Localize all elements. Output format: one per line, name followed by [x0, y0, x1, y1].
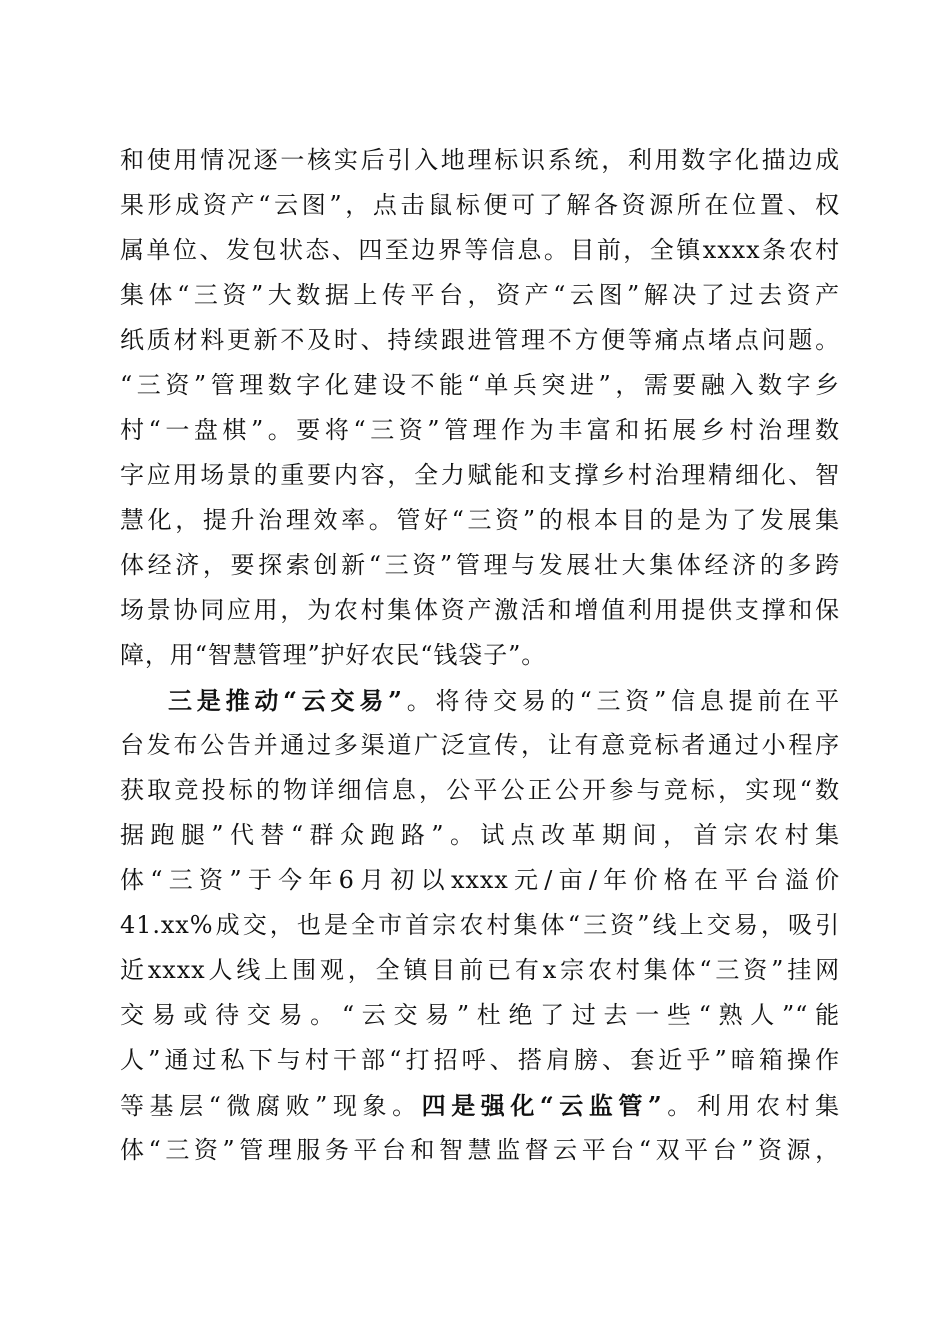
line-segment: 。利用农村集 — [662, 1092, 840, 1120]
text-line: 场景协同应用，为农村集体资产激活和增值利用提供支撑和保 — [120, 596, 840, 624]
text-line: 近xxxx人线上围观，全镇目前已有x宗农村集体“三资”挂网 — [120, 956, 840, 984]
text-line: 纸质材料更新不及时、持续跟进管理不方便等痛点堵点问题。 — [120, 326, 840, 354]
line-segment: 等基层“微腐败”现象。 — [120, 1092, 422, 1120]
text-line: 慧化，提升治理效率。管好“三资”的根本目的是为了发展集 — [120, 506, 840, 534]
paragraph-lead: 三是推动“云交易” — [168, 686, 403, 715]
paragraph-lead: 四是强化“云监管” — [421, 1091, 663, 1120]
text-line: 台发布公告并通过多渠道广泛宣传，让有意竞标者通过小程序 — [120, 731, 840, 759]
paragraph-start-line — [120, 678, 840, 723]
text-line: 41.xx%成交，也是全市首宗农村集体“三资”线上交易，吸引 — [120, 911, 840, 939]
paragraph-lead-rest: 。将待交易的“三资”信息提前在平 — [402, 687, 840, 715]
mixed-line — [120, 1083, 840, 1128]
text-line: 障，用“智慧管理”护好农民“钱袋子”。 — [120, 641, 547, 669]
text-line: 体经济，要探索创新“三资”管理与发展壮大集体经济的多跨 — [120, 551, 840, 579]
text-line: “三资”管理数字化建设不能“单兵突进”，需要融入数字乡 — [120, 371, 840, 399]
text-line: 属单位、发包状态、四至边界等信息。目前，全镇xxxx条农村 — [120, 236, 840, 264]
text-line: 集体“三资”大数据上传平台，资产“云图”解决了过去资产 — [120, 281, 840, 309]
text-line: 和使用情况逐一核实后引入地理标识系统，利用数字化描边成 — [120, 146, 840, 174]
text-line: 字应用场景的重要内容，全力赋能和支撑乡村治理精细化、智 — [120, 461, 840, 489]
text-line: 据跑腿”代替“群众跑路”。试点改革期间，首宗农村集 — [120, 821, 840, 849]
text-line: 人”通过私下与村干部“打招呼、搭肩膀、套近乎”暗箱操作 — [120, 1046, 840, 1074]
text-line: 果形成资产“云图”，点击鼠标便可了解各资源所在位置、权 — [120, 191, 840, 219]
text-line: 交易或待交易。“云交易”杜绝了过去一些“熟人”“能 — [120, 1001, 840, 1029]
text-line: 村“一盘棋”。要将“三资”管理作为丰富和拓展乡村治理数 — [120, 416, 840, 444]
text-line: 体“三资”管理服务平台和智慧监督云平台“双平台”资源， — [120, 1136, 840, 1164]
text-line: 体“三资”于今年6月初以xxxx元/亩/年价格在平台溢价 — [120, 866, 840, 894]
text-line: 获取竞投标的物详细信息，公平公正公开参与竞标，实现“数 — [120, 776, 840, 804]
body-text — [120, 138, 840, 1173]
